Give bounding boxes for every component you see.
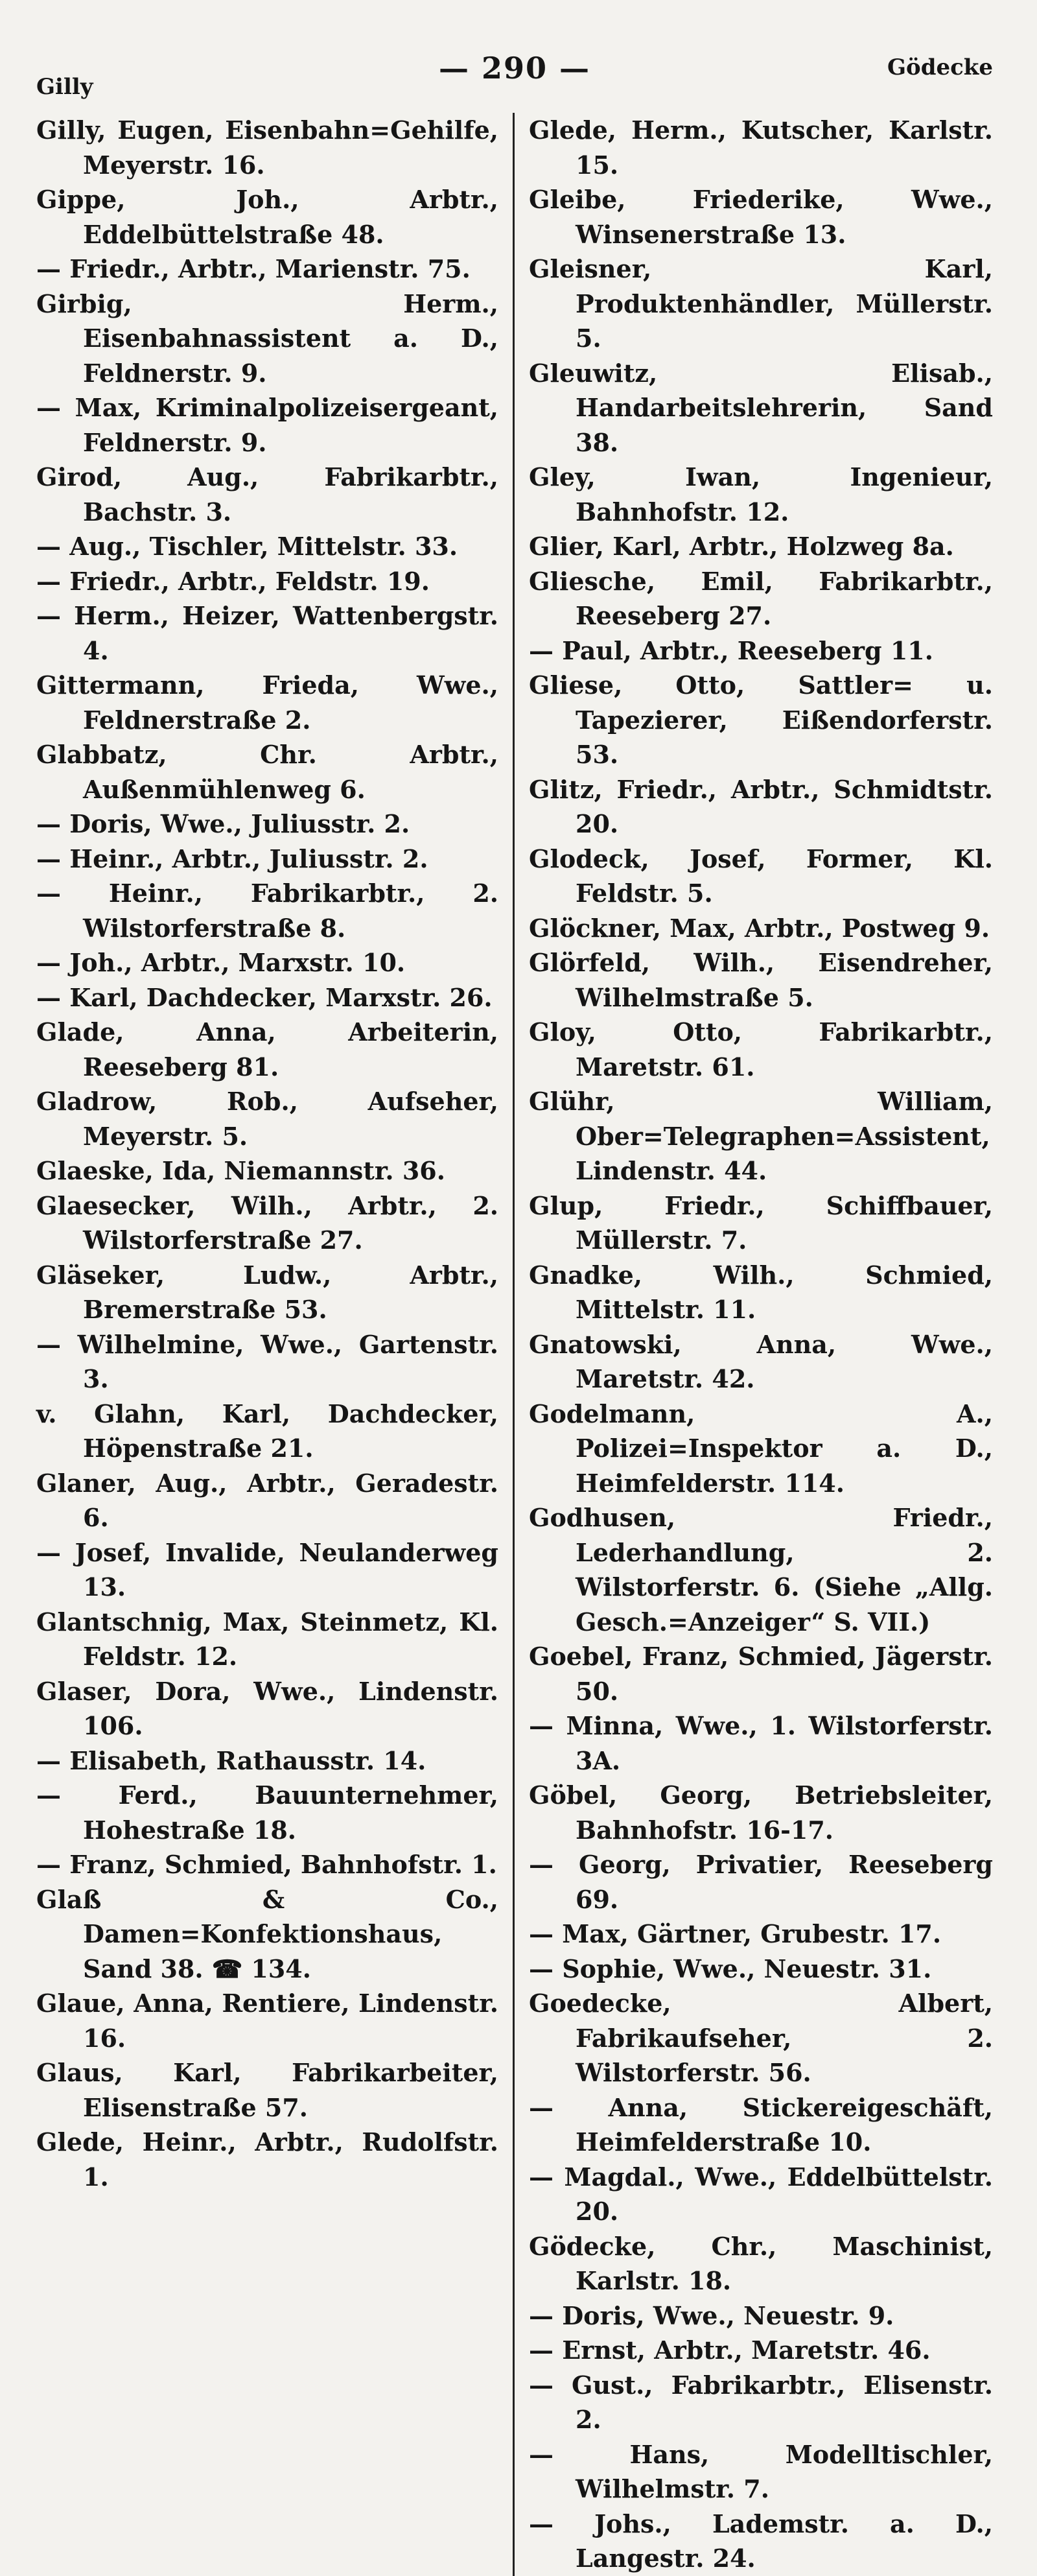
directory-entry: — Heinr., Fabrikarbtr., 2. Wilstorferstraße 8. bbox=[36, 879, 498, 943]
directory-entry: — Joh., Arbtr., Marxstr. 10. bbox=[36, 948, 406, 977]
directory-entry: Girod, Aug., Fabrikarbtr., Bachstr. 3. bbox=[36, 462, 498, 526]
directory-entry: Glabbatz, Chr. Arbtr., Außenmühlenweg 6. bbox=[36, 740, 498, 804]
directory-entry: Glede, Herm., Kutscher, Karlstr. 15. bbox=[529, 115, 993, 180]
directory-entry: Glede, Heinr., Arbtr., Rudolfstr. 1. bbox=[36, 2127, 498, 2192]
directory-entry: Gläseker, Ludw., Arbtr., Bremerstraße 53. bbox=[36, 1260, 498, 1324]
directory-entry: — Johs., Lademstr. a. D., Langestr. 24. bbox=[529, 2509, 993, 2573]
directory-entry: Gloy, Otto, Fabrikarbtr., Maretstr. 61. bbox=[529, 1017, 993, 1081]
directory-entry: Glaß & Co., Damen=Konfektionshaus, Sand 38. ☎ 134. bbox=[36, 1884, 498, 1983]
directory-entry: Glier, Karl, Arbtr., Holzweg 8a. bbox=[529, 532, 954, 561]
directory-entry: — Hans, Modelltischler, Wilhelmstr. 7. bbox=[529, 2439, 993, 2503]
directory-entry: Gleisner, Karl, Produktenhändler, Müllerstr. 5. bbox=[529, 254, 993, 353]
directory-entry: — Doris, Wwe., Juliusstr. 2. bbox=[36, 809, 410, 838]
directory-entry: — Doris, Wwe., Neuestr. 9. bbox=[529, 2300, 894, 2330]
directory-entry: — Heinr., Arbtr., Juliusstr. 2. bbox=[36, 844, 428, 873]
directory-entry: — Ernst, Arbtr., Maretstr. 46. bbox=[529, 2335, 931, 2365]
directory-entry: Gliese, Otto, Sattler= u. Tapezierer, Eißendorferstr. 53. bbox=[529, 670, 993, 769]
directory-entry: — Friedr., Arbtr., Marienstr. 75. bbox=[36, 254, 471, 283]
directory-entry: Glaser, Dora, Wwe., Lindenstr. 106. bbox=[36, 1676, 498, 1740]
directory-entry: — Ferd., Bauunternehmer, Hohestraße 18. bbox=[36, 1780, 498, 1845]
directory-entry: — Magdal., Wwe., Eddelbüttelstr. 20. bbox=[529, 2162, 993, 2226]
directory-entry: Goebel, Franz, Schmied, Jägerstr. 50. bbox=[529, 1642, 993, 1706]
directory-entry: — Gust., Fabrikarbtr., Elisenstr. 2. bbox=[529, 2370, 993, 2434]
directory-entry: — Sophie, Wwe., Neuestr. 31. bbox=[529, 1954, 932, 1983]
directory-entry: — Elisabeth, Rathausstr. 14. bbox=[36, 1745, 426, 1775]
directory-entry: Gödecke, Chr., Maschinist, Karlstr. 18. bbox=[529, 2231, 993, 2295]
directory-entry: Glaue, Anna, Rentiere, Lindenstr. 16. bbox=[36, 1989, 498, 2053]
directory-entry: Gleibe, Friederike, Wwe., Winsenerstraße 13. bbox=[529, 185, 993, 249]
directory-entry: Gnatowski, Anna, Wwe., Maretstr. 42. bbox=[529, 1329, 993, 1393]
directory-entry: — Max, Gärtner, Grubestr. 17. bbox=[529, 1919, 942, 1948]
directory-entry: — Minna, Wwe., 1. Wilstorferstr. 3A. bbox=[529, 1711, 993, 1775]
directory-entry: Gladrow, Rob., Aufseher, Meyerstr. 5. bbox=[36, 1087, 498, 1151]
directory-entry: Gippe, Joh., Arbtr., Eddelbüttelstraße 48. bbox=[36, 185, 498, 249]
directory-entry: Glantschnig, Max, Steinmetz, Kl. Feldstr. 12. bbox=[36, 1607, 498, 1671]
directory-entry: Glaner, Aug., Arbtr., Geradestr. 6. bbox=[36, 1468, 498, 1532]
directory-entry: — Anna, Stickereigeschäft, Heimfelderstraße 10. bbox=[529, 2092, 993, 2157]
directory-entry: Glöckner, Max, Arbtr., Postweg 9. bbox=[529, 913, 990, 943]
left-column bbox=[36, 113, 515, 2576]
directory-entry: Glade, Anna, Arbeiterin, Reeseberg 81. bbox=[36, 1017, 498, 1081]
directory-entry: v. Glahn, Karl, Dachdecker, Höpenstraße 21. bbox=[36, 1399, 498, 1463]
directory-entry: Gley, Iwan, Ingenieur, Bahnhofstr. 12. bbox=[529, 462, 993, 526]
directory-entry: Glitz, Friedr., Arbtr., Schmidtstr. 20. bbox=[529, 774, 993, 838]
directory-entry: — Georg, Privatier, Reeseberg 69. bbox=[529, 1850, 993, 1914]
directory-entry: Gilly, Eugen, Eisenbahn=Gehilfe, Meyerstr. 16. bbox=[36, 115, 498, 180]
directory-entry: Glodeck, Josef, Former, Kl. Feldstr. 5. bbox=[529, 844, 993, 908]
page-number: — 290 — bbox=[438, 51, 591, 86]
directory-entry: — Paul, Arbtr., Reeseberg 11. bbox=[529, 635, 933, 665]
directory-entry: — Franz, Schmied, Bahnhofstr. 1. bbox=[36, 1850, 497, 1879]
directory-entry: — Max, Kriminalpolizeisergeant, Feldnerstr. 9. bbox=[36, 393, 498, 457]
page-header bbox=[36, 45, 993, 100]
directory-entry: Gleuwitz, Elisab., Handarbeitslehrerin, Sand 38. bbox=[529, 358, 993, 457]
directory-entry: Glörfeld, Wilh., Eisendreher, Wilhelmstraße 5. bbox=[529, 948, 993, 1012]
directory-entry: — Herm., Heizer, Wattenbergstr. 4. bbox=[36, 601, 498, 665]
directory-entry: Gliesche, Emil, Fabrikarbtr., Reeseberg 27. bbox=[529, 566, 993, 630]
directory-entry: — Friedr., Arbtr., Feldstr. 19. bbox=[36, 566, 430, 596]
directory-entry: Gnadke, Wilh., Schmied, Mittelstr. 11. bbox=[529, 1260, 993, 1324]
directory-entry: — Karl, Dachdecker, Marxstr. 26. bbox=[36, 982, 493, 1012]
directory-entry: Glaus, Karl, Fabrikarbeiter, Elisenstraße 57. bbox=[36, 2058, 498, 2122]
directory-entry: Glaesecker, Wilh., Arbtr., 2. Wilstorferstraße 27. bbox=[36, 1190, 498, 1255]
directory-entry: — Wilhelmine, Wwe., Gartenstr. 3. bbox=[36, 1329, 498, 1393]
directory-entry: Gittermann, Frieda, Wwe., Feldnerstraße 2. bbox=[36, 670, 498, 735]
running-head-left: Gilly bbox=[36, 74, 93, 100]
directory-entry: Godelmann, A., Polizei=Inspektor a. D., Heimfelderstr. 114. bbox=[529, 1399, 993, 1498]
directory-entry: — Aug., Tischler, Mittelstr. 33. bbox=[36, 532, 458, 561]
directory-entry: — Josef, Invalide, Neulanderweg 13. bbox=[36, 1537, 498, 1601]
running-head-right: Gödecke bbox=[887, 54, 993, 80]
directory-entry: Glup, Friedr., Schiffbauer, Müllerstr. 7. bbox=[529, 1190, 993, 1255]
directory-entry: Godhusen, Friedr., Lederhandlung, 2. Wilstorferstr. 6. (Siehe „Allg. Gesch.=Anzeiger“ S. VII.) bbox=[529, 1503, 993, 1637]
directory-columns bbox=[36, 113, 993, 2576]
directory-entry: Glaeske, Ida, Niemannstr. 36. bbox=[36, 1156, 445, 1185]
directory-entry: Goedecke, Albert, Fabrikaufseher, 2. Wilstorferstr. 56. bbox=[529, 1989, 993, 2087]
directory-entry: Göbel, Georg, Betriebsleiter, Bahnhofstr. 16-17. bbox=[529, 1780, 993, 1845]
directory-entry: Glühr, William, Ober=Telegraphen=Assistent, Lindenstr. 44. bbox=[529, 1087, 993, 1185]
directory-entry: Girbig, Herm., Eisenbahnassistent a. D., Feldnerstr. 9. bbox=[36, 289, 498, 388]
right-column bbox=[515, 113, 993, 2576]
